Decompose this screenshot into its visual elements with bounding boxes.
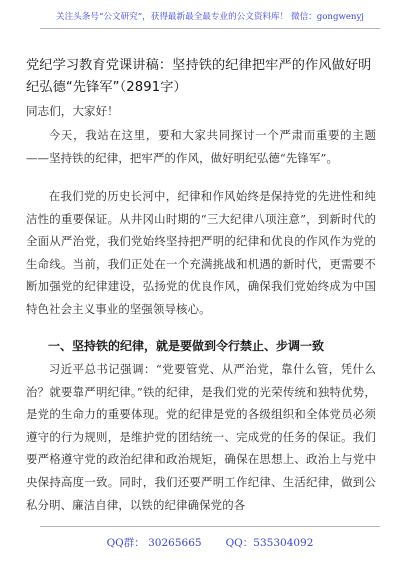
footer-divider [40,526,380,527]
paragraph-section-1: 习近平总书记强调：“党要管党、从严治党，靠什么管，凭什么治？就要靠严明纪律。”铁的纪律，是我们党的光荣传统和独特优势，是党的生命力的重要体现。党的纪律是党的各级组织和全体党员必须遵守的行为规则，是维护党的团结统一、完成党的任务的保证。我们要严格遵守党的政治纪律和政治规矩，确保在思想上、政治上与党中央保持高度一致。同时，我们还要严明工作纪律、生活纪律，做到公私分明、廉洁自律，以铁的纪律确保党的各 [26,362,376,512]
footer-qq: QQ：535304092 [225,537,314,549]
header-divider [40,28,380,29]
paragraph-background: 在我们党的历史长河中，纪律和作风始终是保持党的先进性和纯洁性的重要保证。从井冈山时期的“三大纪律八项注意”，到新时代的全面从严治党，我们党始终坚持把严明的纪律和优良的作风作为党的生命线。当前，我们正处在一个充满挑战和机遇的新时代，更需要不断加强党的纪律建设，弘扬党的优良作风，确保我们党始终成为中国特色社会主义事业的坚强领导核心。 [26,189,376,316]
document-title: 党纪学习教育党课讲稿：坚持铁的纪律把牢严的作风做好明纪弘德“先锋军”（2891字） [26,58,372,95]
section-heading-1: 一、坚持铁的纪律，就是要做到令行禁止、步调一致 [48,339,325,353]
greeting: 同志们，大家好！ [26,104,119,118]
header-banner: 关注头条号“公文研究”，获得最新最全最专业的公文资料库！ 微信：gongwenyj [56,12,364,22]
footer [40,534,380,552]
paragraph-intro: 今天，我站在这里，要和大家共同探讨一个严肃而重要的主题——坚持铁的纪律，把牢严的作风，做好明纪弘德“先锋军”。 [26,128,376,165]
footer-qq-group: QQ群： 30265665 [106,537,202,549]
